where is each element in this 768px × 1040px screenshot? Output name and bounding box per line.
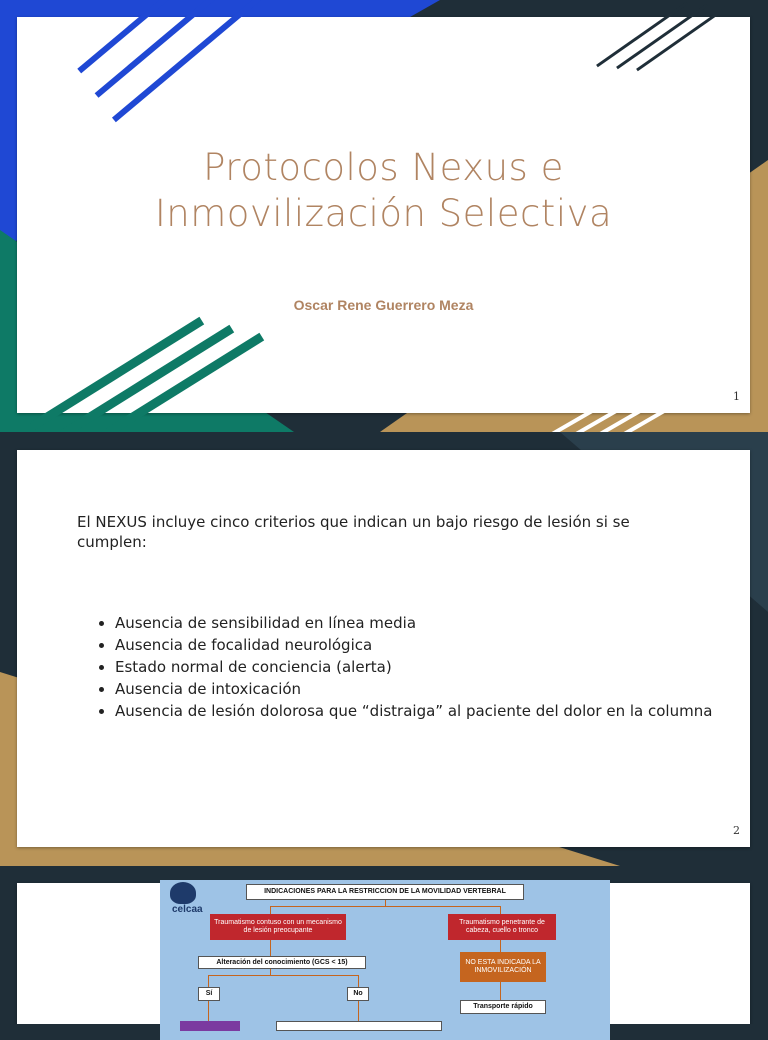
flow-connector xyxy=(500,906,501,914)
flow-connector xyxy=(270,906,271,914)
criterion-item: • Estado normal de conciencia (alerta) xyxy=(115,656,715,678)
flowchart-image xyxy=(160,880,610,1040)
author-name: Oscar Rene Guerrero Meza xyxy=(293,297,474,313)
slide-1-band xyxy=(0,0,768,432)
criterion-item: • Ausencia de sensibilidad en línea media xyxy=(115,612,715,634)
yes-box: Sí xyxy=(198,987,220,1001)
flow-connector xyxy=(208,975,358,976)
page-number: 2 xyxy=(733,824,740,837)
no-immobilization-box: NO ESTA INDICADA LA INMOVILIZACIÓN xyxy=(460,952,546,982)
flow-title-box: INDICACIONES PARA LA RESTRICCION DE LA MOVILIDAD VERTEBRAL xyxy=(246,884,524,900)
flow-connector xyxy=(358,1001,359,1021)
title-line-2: Inmovilización Selectiva xyxy=(154,192,613,235)
criterion-item: • Ausencia de lesión dolorosa que “distraiga” al paciente del dolor en la columna xyxy=(115,700,715,722)
nexus-intro: El NEXUS incluye cinco criterios que indican un bajo riesgo de lesión si se cumplen: xyxy=(77,513,630,551)
nexus-criteria-list xyxy=(77,612,715,722)
flow-connector xyxy=(270,940,271,956)
flow-connector xyxy=(208,975,209,987)
page-number: 1 xyxy=(733,390,740,403)
celcaa-logo-icon xyxy=(170,882,196,904)
flow-connector xyxy=(270,906,500,907)
criterion-item: • Ausencia de focalidad neurológica xyxy=(115,634,715,656)
consciousness-box: Alteración del conocimiento (GCS < 15) xyxy=(198,956,366,969)
slide-title xyxy=(17,145,750,237)
next-step-box xyxy=(180,1021,240,1031)
penetrating-trauma-box: Traumatismo penetrante de cabeza, cuello o tronco xyxy=(448,914,556,940)
blunt-trauma-box: Traumatismo contuso con un mecanismo de lesión preocupante xyxy=(210,914,346,940)
title-line-1: Protocolos Nexus e xyxy=(203,146,564,189)
next-step-box xyxy=(276,1021,442,1031)
flow-connector xyxy=(500,940,501,952)
slide-1 xyxy=(17,17,750,413)
flow-connector xyxy=(500,982,501,1000)
rapid-transport-box: Transporte rápido xyxy=(460,1000,546,1014)
logo-text: celcaa xyxy=(172,904,203,915)
criterion-item: • Ausencia de intoxicación xyxy=(115,678,715,700)
slide-2 xyxy=(17,450,750,847)
flow-connector xyxy=(358,975,359,987)
slide-2-band xyxy=(0,432,768,866)
flow-connector xyxy=(208,1001,209,1021)
no-box: No xyxy=(347,987,369,1001)
